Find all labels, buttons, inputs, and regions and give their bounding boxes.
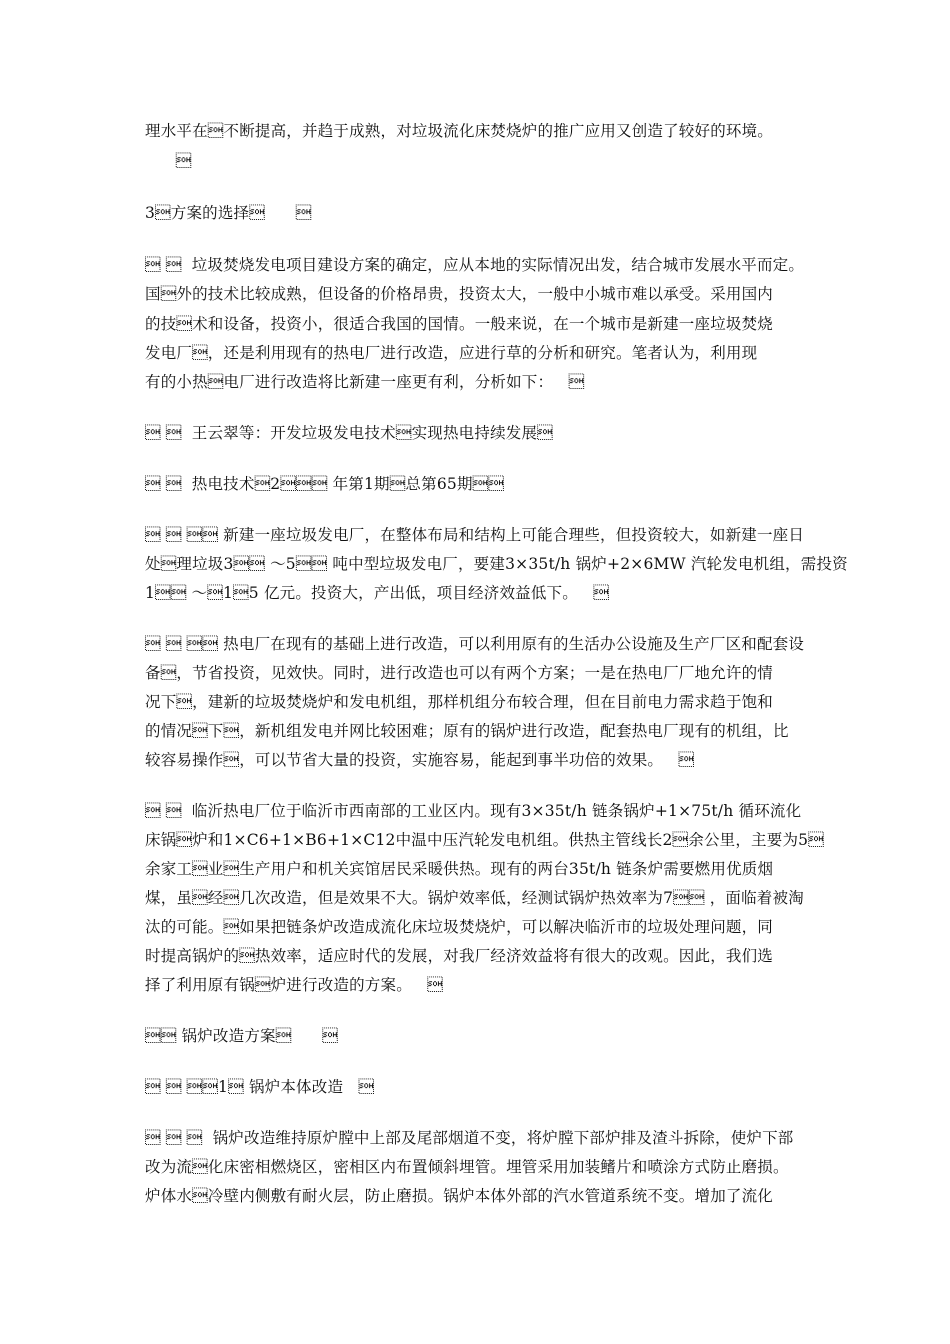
section-heading:  锅炉改造方案  (145, 1027, 338, 1045)
text-line: 1 ～15 亿元。投资大，产出低，项目经济效益低下。  (145, 584, 610, 602)
text-line: 煤，虽经几次改造，但是效果不大。锅炉效率低，经测试锅炉热效率为7 ，面临着被淘 (145, 889, 804, 907)
text-line: 备，节省投资，见效快。同时，进行改造也可以有两个方案；一是在热电厂厂地允许的情 (145, 664, 774, 682)
running-header-journal:   热电技术2 年第1期总第65期 (145, 475, 505, 493)
text-line: 时提高锅炉的热效率，适应时代的发展，对我厂经济效益将有很大的改观。因此，我们选 (145, 947, 774, 965)
text-line: 的情况下，新机组发电并网比较困难；原有的锅炉进行改造，配套热电厂现有的机组，比 (145, 722, 789, 740)
subsection-heading:   1 锅炉本体改造  (145, 1078, 375, 1096)
text-line:   垃圾焚烧发电项目建设方案的确定，应从本地的实际情况出发，结合城市发展水平而定。 (145, 256, 805, 274)
text-line: 国外的技术比较成熟，但设备的价格昂贵，投资太大，一般中小城市难以承受。采用国内 (145, 285, 774, 303)
section-heading: 3方案的选择  (145, 204, 312, 222)
text-line: 的技术和设备，投资小，很适合我国的国情。一般来说，在一个城市是新建一座垃圾焚烧 (145, 315, 774, 333)
text-line: 处理垃圾3 ～5 吨中型垃圾发电厂，要建3×35t/h 锅炉+2×6MW 汽轮发电机组，需投资 (145, 555, 848, 573)
text-line: 汰的可能。如果把链条炉改造成流化床垃圾焚烧炉，可以解决临沂市的垃圾处理问题，同 (145, 918, 774, 936)
text-line: 择了利用原有锅炉进行改造的方案。  (145, 976, 443, 994)
text-line: 发电厂，还是利用现有的热电厂进行改造，应进行草的分析和研究。笔者认为，利用现 (145, 344, 758, 362)
text-line:    热电厂在现有的基础上进行改造，可以利用原有的生活办公设施及生产厂区和配套设 (145, 635, 805, 653)
running-header-authors:   王云翠等：开发垃圾发电技术实现热电持续发展 (145, 424, 553, 442)
text-line:  (145, 152, 192, 170)
text-line:   临沂热电厂位于临沂市西南部的工业区内。现有3×35t/h 链条锅炉+1×75t/h 循环流化 (145, 802, 802, 820)
text-line: 理水平在不断提高，并趋于成熟，对垃圾流化床焚烧炉的推广应用又创造了较好的环境。 (145, 122, 774, 140)
text-line:    新建一座垃圾发电厂，在整体布局和结构上可能合理些，但投资较大，如新建一座日 (145, 526, 805, 544)
text-line: 有的小热电厂进行改造将比新建一座更有利，分析如下：  (145, 373, 585, 391)
text-line: 炉体水冷壁内侧敷有耐火层，防止磨损。锅炉本体外部的汽水管道系统不变。增加了流化 (145, 1187, 774, 1205)
text-line: 余家工业生产用户和机关宾馆居民采暖供热。现有的两台35t/h 链条炉需要燃用优质烟 (145, 860, 774, 878)
text-line: 况下，建新的垃圾焚烧炉和发电机组，那样机组分布较合理，但在目前电力需求趋于饱和 (145, 693, 774, 711)
text-line: 较容易操作，可以节省大量的投资，实施容易，能起到事半功倍的效果。  (145, 751, 695, 769)
text-line: 床锅炉和1×C6+1×B6+1×C12中温中压汽轮发电机组。供热主管线长2余公里，主要为5 (145, 831, 824, 849)
text-line:    锅炉改造维持原炉膛中上部及尾部烟道不变，将炉膛下部炉排及渣斗拆除，使炉下部 (145, 1129, 794, 1147)
text-line: 改为流化床密相燃烧区，密相区内布置倾斜埋管。埋管采用加装鳍片和喷涂方式防止磨损。 (145, 1158, 789, 1176)
